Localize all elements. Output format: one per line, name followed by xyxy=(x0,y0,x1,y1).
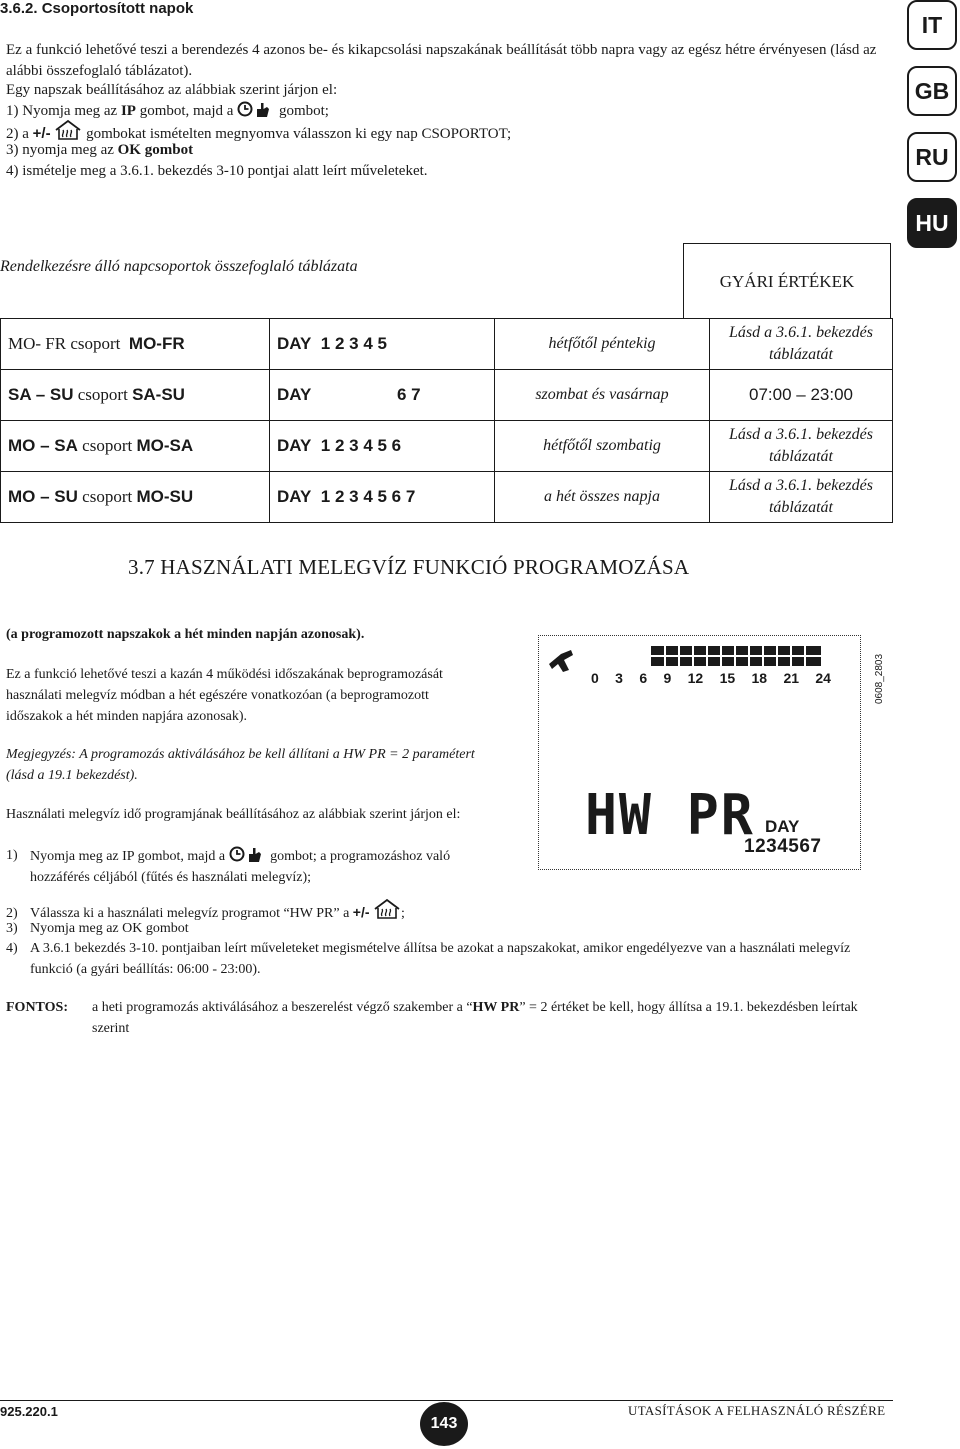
hour-tick: 12 xyxy=(687,670,704,686)
section-362-title: 3.6.2. Csoportosított napok xyxy=(0,0,194,17)
table-row xyxy=(1,421,893,472)
day-group-table xyxy=(0,318,893,523)
step-1: 1) Nyomja meg az IP gombot, majd a gombot; xyxy=(6,100,329,122)
hour-tick: 9 xyxy=(663,670,672,686)
group-name-cell: MO – SU csoport MO-SU xyxy=(1,472,270,523)
hour-ticks xyxy=(591,670,831,686)
figure-code: 0608_2803 xyxy=(874,653,885,704)
section-37-title: 3.7 HASZNÁLATI MELEGVÍZ FUNKCIÓ PROGRAMOZÁSA xyxy=(128,555,690,579)
lcd-main-text: HW PR xyxy=(585,783,755,848)
days-description: hétfőtől péntekig xyxy=(495,319,710,370)
footer-title: UTASÍTÁSOK A FELHASZNÁLÓ RÉSZÉRE xyxy=(628,1403,886,1418)
section-37-para2: Használati melegvíz idő programjának beállításához az alábbiak szerint járjon el: xyxy=(6,807,461,822)
steps-intro: Egy napszak beállításához az alábbiak szerint járjon el: xyxy=(6,82,338,98)
factory-values-header-cell xyxy=(683,243,891,318)
days-description: hétfőtől szombatig xyxy=(495,421,710,472)
hw-step-3: 3) Nyomja meg az OK gombot xyxy=(6,921,189,936)
table-row xyxy=(1,472,893,523)
days-cell: DAY 1 2 3 4 5 xyxy=(270,319,495,370)
step-2: 2) a +/- gombokat ismételten megnyomva válasszon ki egy nap CSOPORTOT; xyxy=(6,119,511,145)
factory-value: Lásd a 3.6.1. bekezdés táblázatát xyxy=(710,472,893,523)
hour-tick: 21 xyxy=(783,670,800,686)
lang-tab-gb[interactable]: GB xyxy=(907,66,957,116)
summary-table-caption: Rendelkezésre álló napcsoportok összefoglaló táblázata xyxy=(0,258,358,275)
group-name-cell: SA – SU csoport SA-SU xyxy=(1,370,270,421)
lang-tab-it[interactable]: IT xyxy=(907,0,957,50)
group-name-cell: MO – SA csoport MO-SA xyxy=(1,421,270,472)
section-37-subtitle: (a programozott napszakok a hét minden napján azonosak). xyxy=(6,627,365,642)
section-37-para1: Ez a funkció lehetővé teszi a kazán 4 működési időszakának beprogramozását használati melegvíz módban a hét egészére vonatkozóan (a beprogramozott időszakok a hét minden napjára azonosak). xyxy=(6,667,443,724)
days-description: a hét összes napja xyxy=(495,472,710,523)
hour-tick: 0 xyxy=(591,670,599,686)
days-cell: DAY 1 2 3 4 5 6 xyxy=(270,421,495,472)
heating-house-icon xyxy=(373,898,401,920)
lang-tab-ru[interactable]: RU xyxy=(907,132,957,182)
table-row xyxy=(1,319,893,370)
hour-tick: 15 xyxy=(719,670,736,686)
factory-values-header: GYÁRI ÉRTÉKEK xyxy=(719,272,855,291)
hour-tick: 3 xyxy=(615,670,623,686)
lcd-day-label: DAY xyxy=(765,817,800,836)
factory-value: Lásd a 3.6.1. bekezdés táblázatát xyxy=(710,421,893,472)
lcd-display xyxy=(538,635,861,870)
table-row xyxy=(1,370,893,421)
factory-value: Lásd a 3.6.1. bekezdés táblázatát xyxy=(710,319,893,370)
days-cell: DAY 1 2 3 4 5 6 7 xyxy=(270,472,495,523)
hw-step-4: 4) A 3.6.1 bekezdés 3-10. pontjaiban leírt műveleteket megismételve állítsa be azokat a napszakokat, amikor engedélyezve van a használati melegvíz funkció (a gyári beállítás: 06:00 - 23:00). xyxy=(6,941,851,977)
clock-hand-icon xyxy=(229,845,267,863)
lcd-days: 1234567 xyxy=(744,836,822,857)
section-362-intro: Ez a funkció lehetővé teszi a berendezés 4 azonos be- és kikapcsolási napszakának beállítását több napra vagy az egész hétre érvényesen (lásd az alábbi összefoglaló táblázatot). xyxy=(6,42,877,79)
step-4: 4) ismételje meg a 3.6.1. bekezdés 3-10 pontjai alatt leírt műveleteket. xyxy=(6,163,428,179)
hw-step-1: 1) Nyomja meg az IP gombot, majd a gombot; a programozáshoz való hozzáférés céljából (fűtés és használati melegvíz); xyxy=(6,845,506,888)
doc-number: 925.220.1 xyxy=(0,1404,58,1419)
days-description: szombat és vasárnap xyxy=(495,370,710,421)
hour-tick: 6 xyxy=(639,670,648,686)
step-3: 3) nyomja meg az OK gombot xyxy=(6,142,194,158)
section-37-note: Megjegyzés: A programozás aktiválásához be kell állítani a HW PR = 2 paramétert (lásd a 19.1 bekezdést). xyxy=(6,747,475,783)
hour-tick: 18 xyxy=(751,670,768,686)
tap-icon xyxy=(549,650,573,672)
lang-tab-hu[interactable]: HU xyxy=(907,198,957,248)
hw-step-2: 2) Válassza ki a használati melegvíz programot “HW PR” a +/- ; xyxy=(6,898,405,924)
page-number: 143 xyxy=(420,1402,468,1446)
clock-hand-icon xyxy=(237,100,275,118)
factory-value: 07:00 – 23:00 xyxy=(710,370,893,421)
hour-tick: 24 xyxy=(815,670,831,686)
heating-house-icon xyxy=(54,119,82,141)
footer-rule xyxy=(0,1400,893,1401)
important-label: FONTOS: xyxy=(6,1000,68,1015)
important-text: a heti programozás aktiválásához a beszerelést végző szakember a “HW PR” = 2 értéket be kell, hogy állítsa a 19.1. bekezdésben leírtak szerint xyxy=(92,1000,858,1036)
days-cell: DAY 6 7 xyxy=(270,370,495,421)
group-name-cell: MO- FR csoport MO-FR xyxy=(1,319,270,370)
